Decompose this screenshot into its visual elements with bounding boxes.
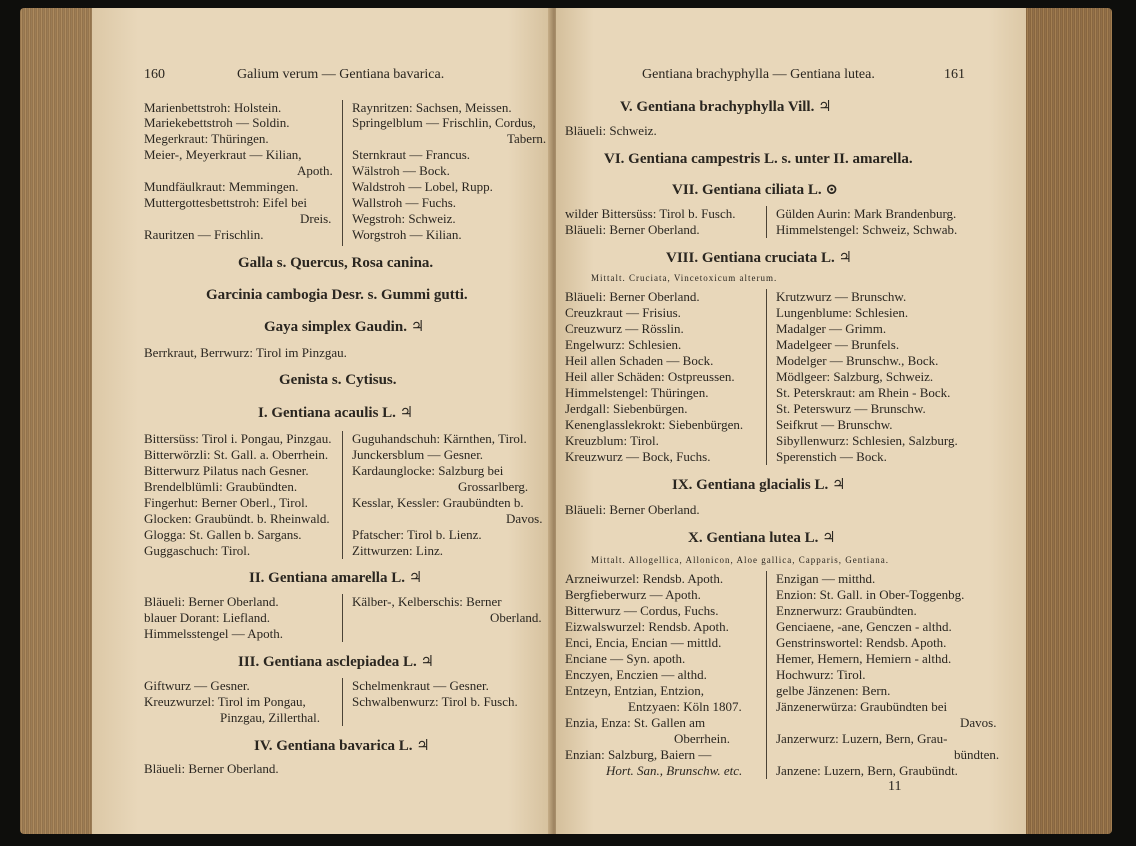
page-number-left: 160	[144, 67, 165, 82]
list-item: Guggaschuch: Tirol.	[144, 543, 251, 558]
list-item: Pinzgau, Zillerthal.	[220, 710, 321, 725]
list-item: Wegstroh: Schweiz.	[352, 211, 456, 226]
list-item: Enznerwurz: Graubündten.	[776, 603, 917, 618]
list-item: Hochwurz: Tirol.	[776, 667, 866, 682]
column-divider	[766, 289, 767, 465]
list-item: Sternkraut — Francus.	[352, 147, 471, 162]
running-title-right: Gentiana brachyphylla — Gentiana lutea.	[642, 67, 875, 82]
list-item: Seifkrut — Brunschw.	[776, 417, 893, 432]
list-item: Meier-, Meyerkraut — Kilian,	[144, 147, 302, 162]
list-item: Mödlgeer: Salzburg, Schweiz.	[776, 369, 934, 384]
list-item: Janzene: Luzern, Bern, Graubündt.	[776, 763, 958, 778]
entry-heading: Gaya simplex Gaudin. ♃	[264, 319, 425, 335]
page-number-right: 161	[944, 67, 965, 82]
list-item: Zittwurzen: Linz.	[352, 543, 443, 558]
list-item: Enciane — Syn. apoth.	[565, 651, 686, 666]
list-item: Sperenstich — Bock.	[776, 449, 887, 464]
list-item: Enzigan — mitthd.	[776, 571, 876, 586]
list-item: Creuzwurz — Rösslin.	[565, 321, 684, 336]
column-divider	[766, 206, 767, 238]
section-heading: VIII. Gentiana cruciata L. ♃	[666, 250, 852, 266]
list-item: Genciaene, -ane, Genczen - althd.	[776, 619, 952, 634]
list-item: Bitterwörzli: St. Gall. a. Oberrhein.	[144, 447, 329, 462]
section-heading: IV. Gentiana bavarica L. ♃	[254, 738, 430, 754]
list-item: Lungenblume: Schlesien.	[776, 305, 909, 320]
list-item: Arzneiwurzel: Rendsb. Apoth.	[565, 571, 724, 586]
list-item: Enzia, Enza: St. Gallen am	[565, 715, 706, 730]
list-item: Gülden Aurin: Mark Brandenburg.	[776, 206, 957, 221]
list-item: St. Peterskraut: am Rhein - Bock.	[776, 385, 951, 400]
list-item: Kesslar, Kessler: Graubündten b.	[352, 495, 524, 510]
list-item: blauer Dorant: Liefland.	[144, 610, 270, 625]
list-item: Raynritzen: Sachsen, Meissen.	[352, 100, 512, 115]
column-divider	[342, 678, 343, 726]
list-item: St. Peterswurz — Brunschw.	[776, 401, 926, 416]
list-item: Creuzkraut — Frisius.	[565, 305, 681, 320]
signature-mark: 11	[888, 779, 902, 794]
list-item: Himmelstengel: Thüringen.	[565, 385, 709, 400]
list-item: Kälber-, Kelberschis: Berner	[352, 594, 502, 609]
list-item: Schwalbenwurz: Tirol b. Fusch.	[352, 694, 518, 709]
list-item: Muttergottesbettstroh: Eifel bei	[144, 195, 307, 210]
list-item: Wallstroh — Fuchs.	[352, 195, 457, 210]
column-divider	[342, 594, 343, 642]
list-item: Himmelstengel: Schweiz, Schwab.	[776, 222, 958, 237]
list-item: Kenenglasslekrokt: Siebenbürgen.	[565, 417, 744, 432]
entry-heading: Garcinia cambogia Desr. s. Gummi gutti.	[206, 287, 468, 303]
entry-heading: Genista s. Cytisus.	[279, 372, 397, 388]
list-item: Giftwurz — Gesner.	[144, 678, 250, 693]
list-item: Heil allen Schaden — Bock.	[565, 353, 714, 368]
list-item: Mariekebettstroh — Soldin.	[144, 115, 290, 130]
list-item: Schelmenkraut — Gesner.	[352, 678, 489, 693]
list-item: Glocken: Graubündt. b. Rheinwald.	[144, 511, 330, 526]
list-item: Oberland.	[490, 610, 542, 625]
list-item: Kreuzwurzel: Tirol im Pongau,	[144, 694, 306, 709]
list-item: Bläueli: Berner Oberland.	[565, 222, 700, 237]
list-item: Worgstroh — Kilian.	[352, 227, 462, 242]
entry-note: Mittalt. Cruciata, Vincetoxicum alterum.	[591, 273, 778, 283]
list-item: Apoth.	[297, 163, 333, 178]
list-item: Genstrinswortel: Rendsb. Apoth.	[776, 635, 947, 650]
list-item: Bitterwurz — Cordus, Fuchs.	[565, 603, 719, 618]
list-item: Enczyen, Enczien — althd.	[565, 667, 707, 682]
list-item: Eizwalswurzel: Rendsb. Apoth.	[565, 619, 729, 634]
entry-text: Bläueli: Schweiz.	[565, 123, 657, 138]
list-item: Waldstroh — Lobel, Rupp.	[352, 179, 493, 194]
list-item: Entzyaen: Köln 1807.	[628, 699, 742, 714]
list-item: Brendelblümli: Graubündten.	[144, 479, 298, 494]
entry-text: Bläueli: Berner Oberland.	[144, 761, 279, 776]
list-item: Entzeyn, Entzian, Entzion,	[565, 683, 704, 698]
list-item: Madelgeer — Brunfels.	[776, 337, 900, 352]
right-page	[556, 8, 1026, 834]
list-item: Heil aller Schäden: Ostpreussen.	[565, 369, 735, 384]
list-item: Bläueli: Berner Oberland.	[144, 594, 279, 609]
list-item: Mundfäulkraut: Memmingen.	[144, 179, 299, 194]
list-item: Marienbettstroh: Holstein.	[144, 100, 282, 115]
list-item: Krutzwurz — Brunschw.	[776, 289, 907, 304]
list-item: Kreuzblum: Tirol.	[565, 433, 659, 448]
list-item: Pfatscher: Tirol b. Lienz.	[352, 527, 482, 542]
list-item: Kardaunglocke: Salzburg bei	[352, 463, 504, 478]
entry-note: Mittalt. Allogellica, Allonicon, Aloe gallica, Capparis, Gentiana.	[591, 555, 889, 565]
list-item: Bergfieberwurz — Apoth.	[565, 587, 701, 602]
list-item: Bläueli: Berner Oberland.	[565, 289, 700, 304]
list-item: Kreuzwurz — Bock, Fuchs.	[565, 449, 711, 464]
list-item: Megerkraut: Thüringen.	[144, 131, 269, 146]
entry-heading: VI. Gentiana campestris L. s. unter II. amarella.	[604, 151, 913, 167]
column-divider	[342, 431, 343, 559]
list-item: Wälstroh — Bock.	[352, 163, 450, 178]
section-heading: VII. Gentiana ciliata L. ⊙	[672, 182, 838, 198]
running-title-left: Galium verum — Gentiana bavarica.	[237, 67, 445, 82]
list-item: Himmelsstengel — Apoth.	[144, 626, 284, 641]
column-divider	[766, 571, 767, 779]
list-item: Bittersüss: Tirol i. Pongau, Pinzgau.	[144, 431, 332, 446]
list-item: Bitterwurz Pilatus nach Gesner.	[144, 463, 309, 478]
list-item: bündten.	[954, 747, 1000, 762]
list-item: Jänzenerwürza: Graubündten bei	[776, 699, 948, 714]
list-item: Oberrhein.	[674, 731, 730, 746]
list-item: Hemer, Hemern, Hemiern - althd.	[776, 651, 952, 666]
list-item: Enzian: Salzburg, Baiern —	[565, 747, 712, 762]
list-item: Dreis.	[300, 211, 332, 226]
section-heading: III. Gentiana asclepiadea L. ♃	[238, 654, 434, 670]
left-page	[92, 8, 554, 834]
section-heading: II. Gentiana amarella L. ♃	[249, 570, 423, 586]
list-item: Tabern.	[507, 131, 547, 146]
list-item: Engelwurz: Schlesien.	[565, 337, 682, 352]
entry-heading: Galla s. Quercus, Rosa canina.	[238, 255, 434, 271]
list-item: Modelger — Brunschw., Bock.	[776, 353, 939, 368]
column-divider	[342, 100, 343, 246]
list-item: Guguhandschuh: Kärnthen, Tirol.	[352, 431, 527, 446]
list-item: Enci, Encia, Encian — mittld.	[565, 635, 722, 650]
list-item: Madalger — Grimm.	[776, 321, 887, 336]
section-heading: V. Gentiana brachyphylla Vill. ♃	[620, 99, 832, 115]
book-left-edge	[20, 8, 95, 834]
list-item: Springelblum — Frischlin, Cordus,	[352, 115, 536, 130]
list-item: Junckersblum — Gesner.	[352, 447, 484, 462]
entry-text: Berrkraut, Berrwurz: Tirol im Pinzgau.	[144, 345, 347, 360]
list-item: Enzion: St. Gall. in Ober-Toggenbg.	[776, 587, 965, 602]
book-right-edge	[1022, 8, 1112, 834]
list-item: Glogga: St. Gallen b. Sargans.	[144, 527, 302, 542]
list-item: Janzerwurz: Luzern, Bern, Grau-	[776, 731, 948, 746]
list-item: Jerdgall: Siebenbürgen.	[565, 401, 688, 416]
list-item: gelbe Jänzenen: Bern.	[776, 683, 891, 698]
list-item: Sibyllenwurz: Schlesien, Salzburg.	[776, 433, 958, 448]
list-item: wilder Bittersüss: Tirol b. Fusch.	[565, 206, 736, 221]
list-item: Fingerhut: Berner Oberl., Tirol.	[144, 495, 308, 510]
list-item: Davos.	[960, 715, 997, 730]
list-item: Davos.	[506, 511, 543, 526]
list-item: Rauritzen — Frischlin.	[144, 227, 264, 242]
entry-text: Bläueli: Berner Oberland.	[565, 502, 700, 517]
section-heading: I. Gentiana acaulis L. ♃	[258, 405, 414, 421]
section-heading: X. Gentiana lutea L. ♃	[688, 530, 836, 546]
section-heading: IX. Gentiana glacialis L. ♃	[672, 477, 846, 493]
list-item: Grossarlberg.	[458, 479, 529, 494]
list-item: Hort. San., Brunschw. etc.	[606, 763, 743, 778]
